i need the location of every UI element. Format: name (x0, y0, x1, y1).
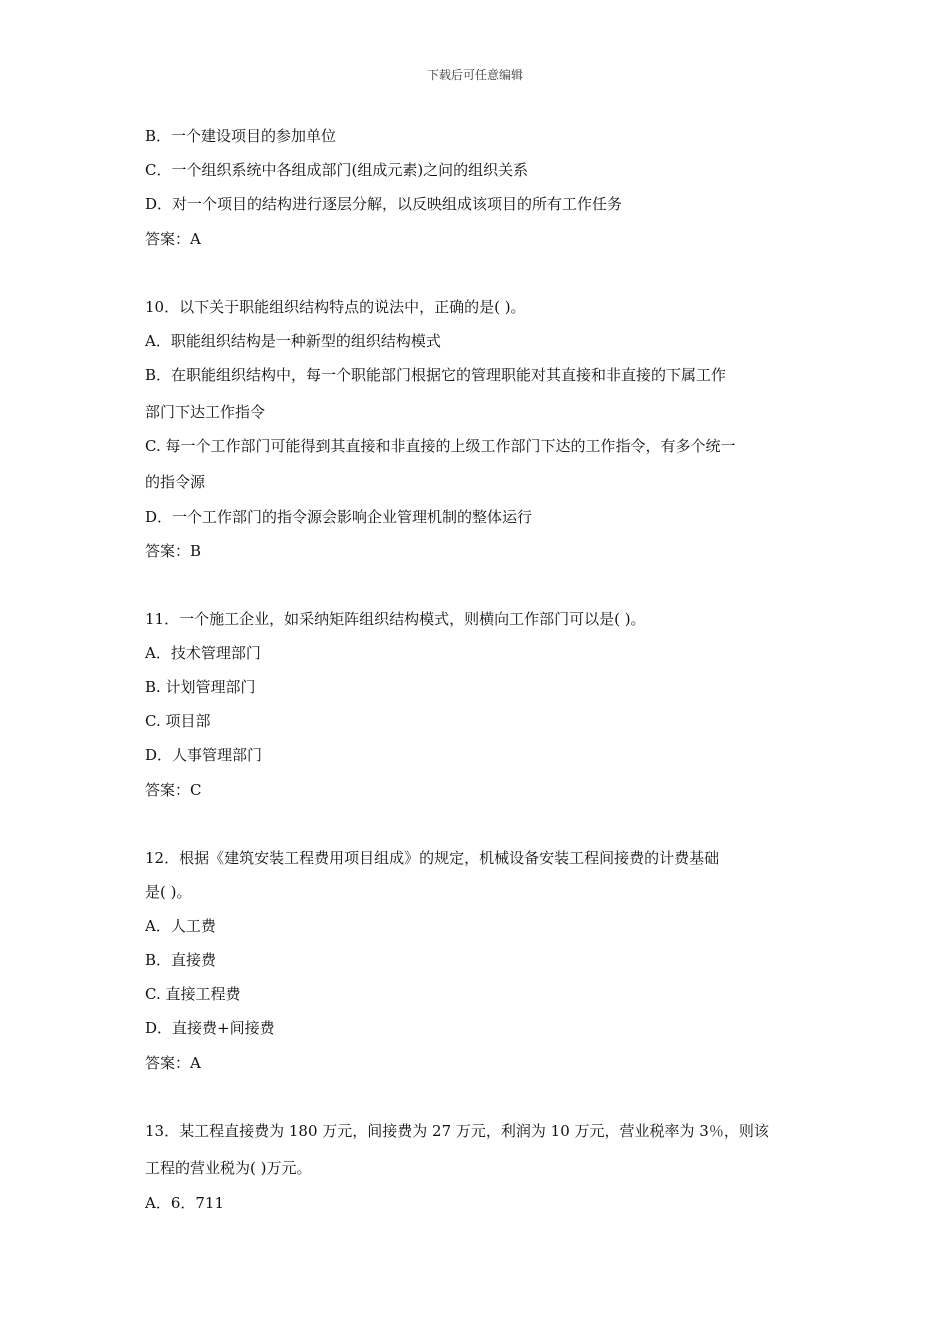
question-11: 11．一个施工企业，如采纳矩阵组织结构模式，则横向工作部门可以是( )。 (145, 610, 646, 628)
question-10: 10．以下关于职能组织结构特点的说法中，正确的是( )。 (145, 298, 526, 316)
option-b: B. 计划管理部门 (145, 678, 256, 696)
option-d: D．人事管理部门 (145, 746, 263, 764)
option-a: A．职能组织结构是一种新型的组织结构模式 (145, 332, 441, 350)
option-a: A．人工费 (145, 917, 216, 935)
option-c: C. 每一个工作部门可能得到其直接和非直接的上级工作部门下达的工作指令，有多个统一 (145, 437, 736, 455)
option-d: D．一个工作部门的指令源会影响企业管理机制的整体运行 (145, 508, 533, 526)
option-b: B．直接费 (145, 951, 217, 969)
option-a: A．技术管理部门 (145, 644, 261, 662)
answer: 答案：A (145, 230, 201, 248)
option-b-continued: 部门下达工作指令 (145, 403, 266, 421)
option-c: C. 直接工程费 (145, 985, 241, 1003)
option-b: B．在职能组织结构中，每一个职能部门根据它的管理职能对其直接和非直接的下属工作 (145, 366, 727, 384)
answer: 答案：C (145, 781, 202, 799)
question-12-continued: 是( )。 (145, 883, 192, 901)
option-c-continued: 的指令源 (145, 473, 206, 491)
answer: 答案：A (145, 1054, 201, 1072)
option-c: C．一个组织系统中各组成部门(组成元素)之问的组织关系 (145, 161, 529, 179)
option-d: D．直接费+间接费 (145, 1019, 275, 1037)
option-b: B．一个建设项目的参加单位 (145, 127, 337, 145)
option-c: C. 项目部 (145, 712, 211, 730)
page-header: 下载后可任意编辑 (426, 68, 523, 82)
question-12: 12．根据《建筑安装工程费用项目组成》的规定，机械设备安装工程间接费的计费基础 (145, 849, 720, 867)
option-a: A．6．711 (145, 1194, 225, 1212)
option-d: D．对一个项目的结构进行逐层分解，以反映组成该项目的所有工作任务 (145, 195, 623, 213)
question-13: 13．某工程直接费为 180 万元，间接费为 27 万元，利润为 10 万元，营业税率为 3％，则该 (145, 1122, 769, 1140)
answer: 答案：B (145, 542, 202, 560)
question-13-continued: 工程的营业税为( )万元。 (145, 1159, 312, 1177)
